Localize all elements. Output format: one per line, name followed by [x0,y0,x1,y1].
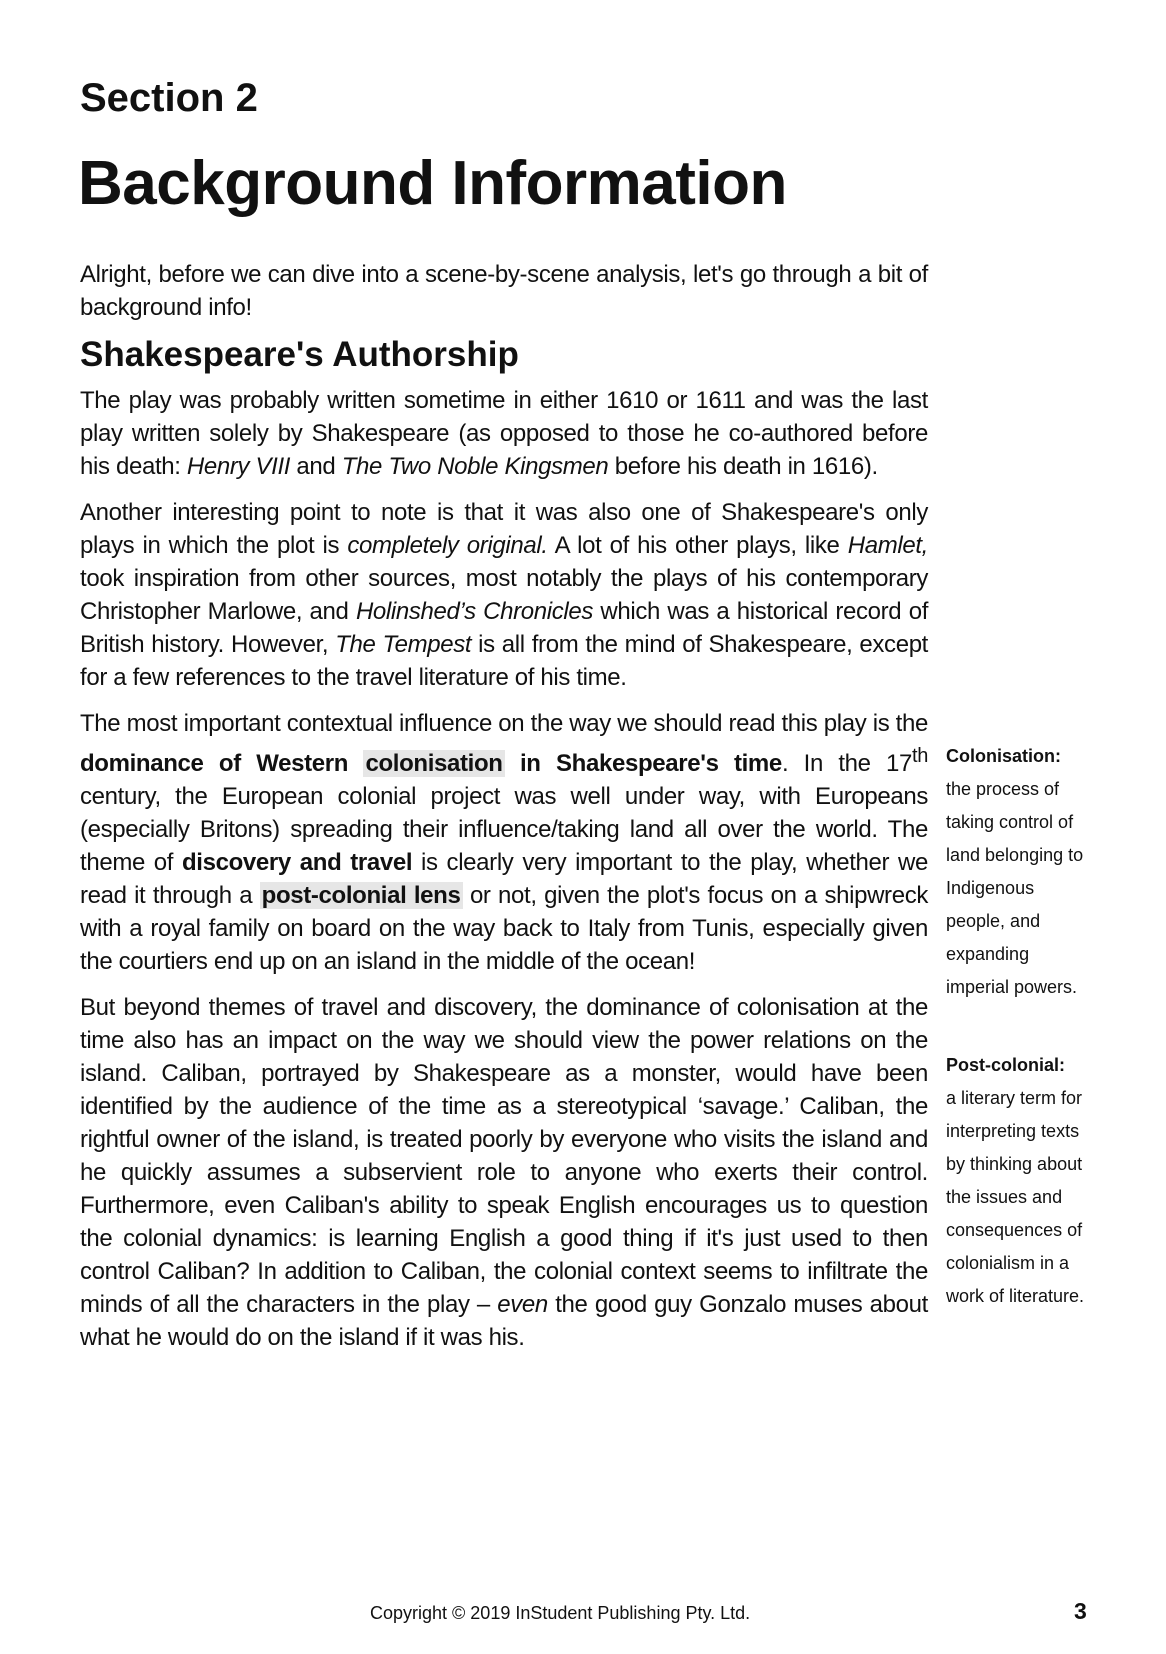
copyright-notice: Copyright © 2019 InStudent Publishing Pty. Ltd. [370,1603,751,1623]
glossary-note-post-colonial [946,1049,1096,1313]
authorship-heading: Shakespeare's Authorship [80,335,519,374]
authorship-paragraph-1 [80,384,928,483]
text-run: But beyond themes of travel and discovery, the dominance of colonisation at the time also has an impact on the way we should view the power relations on the island. Caliban, portrayed by Shakespeare as a monster, would have been identified by the audience of the time as a stereotypical ‘savage.’ Caliban, the rightful owner of the island, is treated poorly by everyone who visits the island and he quickly assumes a subservient role to anyone who exerts their control. Furthermore, even Caliban's ability to speak English encourages us to question the colonial dynamics: is learning English a good thing if it's just used to then control Caliban? In addition to Caliban, the colonial context seems to infiltrate the minds of all the characters in the play – [80,994,928,1318]
ordinal-suffix: th [912,745,929,767]
bold-text: in Shakespeare's time [519,750,782,777]
text-run: The play was probably written sometime in either 1610 or 1611 and was the last play written solely by Shakespeare (as opposed to those he co-authored before his death: [80,387,928,480]
play-title: The Two Noble Kingsmen [341,453,609,480]
bold-text: discovery and travel [182,849,413,876]
play-title: Hamlet, [847,532,929,559]
main-content [80,258,928,1367]
emphasis-text: completely original. [347,532,548,559]
glossary-definition: a literary term for interpreting texts by thinking about the issues and consequences of colonialism in a work of literature. [946,1088,1085,1306]
authorship-paragraph-4 [80,991,928,1354]
intro-paragraph: Alright, before we can dive into a scene-by-scene analysis, let's go through a bit of background info! [80,261,928,321]
glossary-term-colonisation: colonisation [365,750,503,777]
text-run: before his death in 1616). [608,453,878,480]
glossary-term: Colonisation: [946,746,1061,766]
bold-text: dominance of Western [80,750,349,777]
text-run: The most important contextual influence on the way we should read this play is the [80,710,928,737]
play-title: The Tempest [335,631,472,658]
page-number: 3 [1074,1598,1087,1624]
glossary-note-colonisation [946,740,1096,1004]
authorship-paragraph-3 [80,707,928,978]
glossary-term-post-colonial: post-colonial lens [261,882,461,909]
glossary-definition: the process of taking control of land belonging to Indigenous people, and expanding imperial powers. [946,779,1084,997]
text-run: century, the European colonial project was well under way, with Europeans (especially Britons) spreading their influence/taking land all over the world. The theme of [80,783,928,876]
text-run: took inspiration from other sources, most notably the plays of his contemporary Christopher Marlowe, and [80,565,928,625]
text-run: A lot of his other plays, like [547,532,848,559]
section-label: Section 2 [80,76,258,120]
emphasis-text: even [497,1291,548,1318]
text-run: is clearly very important to the play, whether we read it through a [80,849,929,909]
play-title: Henry VIII [186,453,291,480]
text-run: is all from the mind of Shakespeare, except for a few references to the travel literature of his time. [80,631,929,691]
text-run: and [290,453,342,480]
glossary-term: Post-colonial: [946,1055,1066,1075]
text-run: Another interesting point to note is that it was also one of Shakespeare's only plays in which the plot is [80,499,928,559]
text-run: . In the 17 [781,750,913,777]
text-run: the good guy Gonzalo muses about what he would do on the island if it was his. [80,1291,928,1351]
book-title: Holinshed’s Chronicles [355,598,593,625]
text-run: or not, given the plot's focus on a shipwreck with a royal family on board on the way back to Italy from Tunis, especially given the courtiers end up on an island in the middle of the ocean! [80,882,928,975]
authorship-paragraph-2 [80,496,928,694]
text-run: which was a historical record of British history. However, [80,598,929,658]
page-title: Background Information [78,149,787,218]
